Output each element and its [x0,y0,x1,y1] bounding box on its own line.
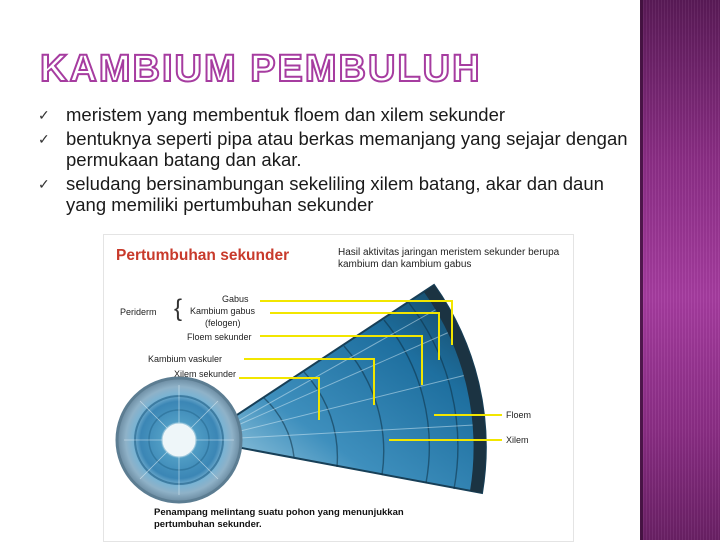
bullet-item [38,128,633,170]
bullet-list [38,104,633,218]
label-gabus: Gabus [222,294,249,304]
label-floem: Floem [506,410,532,420]
side-band-edge [640,0,643,540]
slide-title: KAMBIUM PEMBULUH [40,48,482,90]
bullet-item [38,104,633,125]
brace-periderm: { [174,295,183,322]
secondary-growth-figure [103,234,574,542]
bullet-text: bentuknya seperti pipa atau berkas memanjang yang sejajar dengan permukaan batang dan akar. [66,128,628,170]
decorative-side-band [640,0,720,540]
figure-note: Hasil aktivitas jaringan meristem sekunder berupa kambium dan kambium gabus [338,247,560,270]
checkmark-icon: ✓ [38,107,50,123]
label-xilem: Xilem [506,435,529,445]
bullet-text: meristem yang membentuk floem dan xilem sekunder [66,104,506,125]
label-xilem-sekunder: Xilem sekunder [174,369,237,379]
checkmark-icon: ✓ [38,131,50,147]
pith [162,423,196,457]
label-floem-sekunder: Floem sekunder [187,332,252,342]
figure-caption: Penampang melintang suatu pohon yang menunjukkan pertumbuhan sekunder. [154,507,404,530]
label-kambium-vaskuler: Kambium vaskuler [148,354,223,364]
label-periderm: Periderm [120,307,157,317]
bullet-item [38,173,633,215]
figure-title: Pertumbuhan sekunder [116,247,290,264]
stem-cross-section-illustration [104,235,573,541]
checkmark-icon: ✓ [38,176,50,192]
bullet-text: seludang bersinambungan sekeliling xilem batang, akar dan daun yang memiliki pertumbuhan sekunder [66,173,604,215]
label-felogen: (felogen) [205,318,241,328]
label-kambium-gabus: Kambium gabus [190,306,256,316]
